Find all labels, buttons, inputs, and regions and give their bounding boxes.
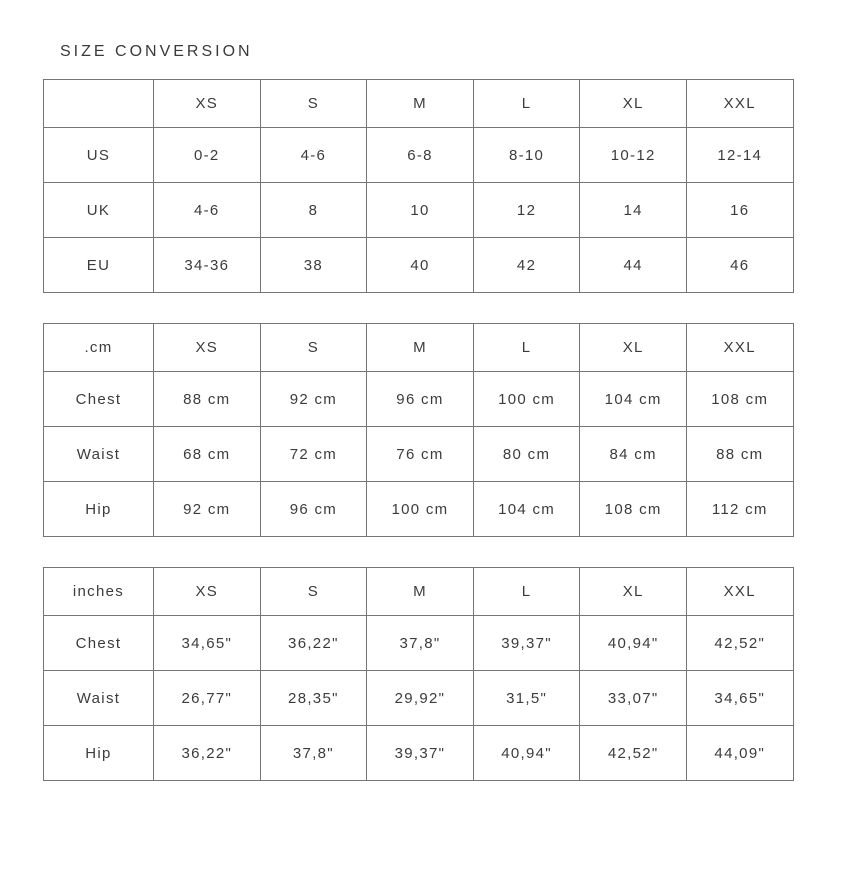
size-header-cell: S bbox=[260, 324, 367, 372]
size-header-cell: L bbox=[473, 324, 580, 372]
corner-cell: inches bbox=[44, 568, 154, 616]
row-label-cell: Chest bbox=[44, 616, 154, 671]
size-header-cell: XXL bbox=[686, 80, 793, 128]
row-label-cell: Waist bbox=[44, 671, 154, 726]
value-cell: 12-14 bbox=[686, 128, 793, 183]
centimeters-table bbox=[43, 323, 794, 537]
value-cell: 108 cm bbox=[686, 372, 793, 427]
value-cell: 104 cm bbox=[473, 482, 580, 537]
value-cell: 40,94" bbox=[473, 726, 580, 781]
table-row bbox=[44, 238, 794, 293]
value-cell: 112 cm bbox=[686, 482, 793, 537]
page-title: SIZE CONVERSION bbox=[60, 43, 253, 60]
value-cell: 96 cm bbox=[260, 482, 367, 537]
value-cell: 40,94" bbox=[580, 616, 687, 671]
value-cell: 44,09" bbox=[686, 726, 793, 781]
value-cell: 14 bbox=[580, 183, 687, 238]
value-cell: 33,07" bbox=[580, 671, 687, 726]
region-size-conversion-table bbox=[43, 79, 794, 293]
table-header-row bbox=[44, 80, 794, 128]
value-cell: 10 bbox=[367, 183, 474, 238]
value-cell: 88 cm bbox=[154, 372, 261, 427]
size-header-cell: XL bbox=[580, 324, 687, 372]
table-row bbox=[44, 128, 794, 183]
value-cell: 80 cm bbox=[473, 427, 580, 482]
value-cell: 39,37" bbox=[473, 616, 580, 671]
value-cell: 36,22" bbox=[260, 616, 367, 671]
value-cell: 28,35" bbox=[260, 671, 367, 726]
value-cell: 39,37" bbox=[367, 726, 474, 781]
value-cell: 37,8" bbox=[367, 616, 474, 671]
table-header-row bbox=[44, 568, 794, 616]
size-header-cell: S bbox=[260, 80, 367, 128]
value-cell: 84 cm bbox=[580, 427, 687, 482]
corner-cell: .cm bbox=[44, 324, 154, 372]
size-header-cell: XL bbox=[580, 568, 687, 616]
size-header-cell: L bbox=[473, 80, 580, 128]
value-cell: 42 bbox=[473, 238, 580, 293]
value-cell: 40 bbox=[367, 238, 474, 293]
value-cell: 68 cm bbox=[154, 427, 261, 482]
value-cell: 46 bbox=[686, 238, 793, 293]
table-header-row bbox=[44, 324, 794, 372]
value-cell: 26,77" bbox=[154, 671, 261, 726]
value-cell: 72 cm bbox=[260, 427, 367, 482]
table-row bbox=[44, 671, 794, 726]
size-header-cell: XXL bbox=[686, 324, 793, 372]
value-cell: 4-6 bbox=[260, 128, 367, 183]
value-cell: 108 cm bbox=[580, 482, 687, 537]
table-row bbox=[44, 726, 794, 781]
value-cell: 36,22" bbox=[154, 726, 261, 781]
corner-cell bbox=[44, 80, 154, 128]
size-header-cell: S bbox=[260, 568, 367, 616]
value-cell: 10-12 bbox=[580, 128, 687, 183]
size-header-cell: M bbox=[367, 568, 474, 616]
value-cell: 104 cm bbox=[580, 372, 687, 427]
row-label-cell: Hip bbox=[44, 726, 154, 781]
value-cell: 100 cm bbox=[367, 482, 474, 537]
size-header-cell: L bbox=[473, 568, 580, 616]
row-label-cell: Chest bbox=[44, 372, 154, 427]
value-cell: 29,92" bbox=[367, 671, 474, 726]
row-label-cell: Hip bbox=[44, 482, 154, 537]
value-cell: 8-10 bbox=[473, 128, 580, 183]
row-label-cell: US bbox=[44, 128, 154, 183]
table-row bbox=[44, 183, 794, 238]
table-row bbox=[44, 427, 794, 482]
size-header-cell: XXL bbox=[686, 568, 793, 616]
row-label-cell: UK bbox=[44, 183, 154, 238]
value-cell: 37,8" bbox=[260, 726, 367, 781]
value-cell: 42,52" bbox=[580, 726, 687, 781]
table-row bbox=[44, 372, 794, 427]
value-cell: 0-2 bbox=[154, 128, 261, 183]
row-label-cell: EU bbox=[44, 238, 154, 293]
value-cell: 92 cm bbox=[260, 372, 367, 427]
value-cell: 34,65" bbox=[686, 671, 793, 726]
size-header-cell: XS bbox=[154, 324, 261, 372]
size-header-cell: XS bbox=[154, 568, 261, 616]
value-cell: 38 bbox=[260, 238, 367, 293]
value-cell: 31,5" bbox=[473, 671, 580, 726]
row-label-cell: Waist bbox=[44, 427, 154, 482]
value-cell: 92 cm bbox=[154, 482, 261, 537]
inches-table bbox=[43, 567, 794, 781]
table-row bbox=[44, 482, 794, 537]
value-cell: 100 cm bbox=[473, 372, 580, 427]
value-cell: 96 cm bbox=[367, 372, 474, 427]
value-cell: 6-8 bbox=[367, 128, 474, 183]
size-header-cell: XL bbox=[580, 80, 687, 128]
value-cell: 76 cm bbox=[367, 427, 474, 482]
value-cell: 42,52" bbox=[686, 616, 793, 671]
size-header-cell: M bbox=[367, 324, 474, 372]
value-cell: 16 bbox=[686, 183, 793, 238]
value-cell: 12 bbox=[473, 183, 580, 238]
value-cell: 44 bbox=[580, 238, 687, 293]
value-cell: 34-36 bbox=[154, 238, 261, 293]
size-header-cell: XS bbox=[154, 80, 261, 128]
table-row bbox=[44, 616, 794, 671]
value-cell: 88 cm bbox=[686, 427, 793, 482]
value-cell: 8 bbox=[260, 183, 367, 238]
value-cell: 4-6 bbox=[154, 183, 261, 238]
size-header-cell: M bbox=[367, 80, 474, 128]
value-cell: 34,65" bbox=[154, 616, 261, 671]
